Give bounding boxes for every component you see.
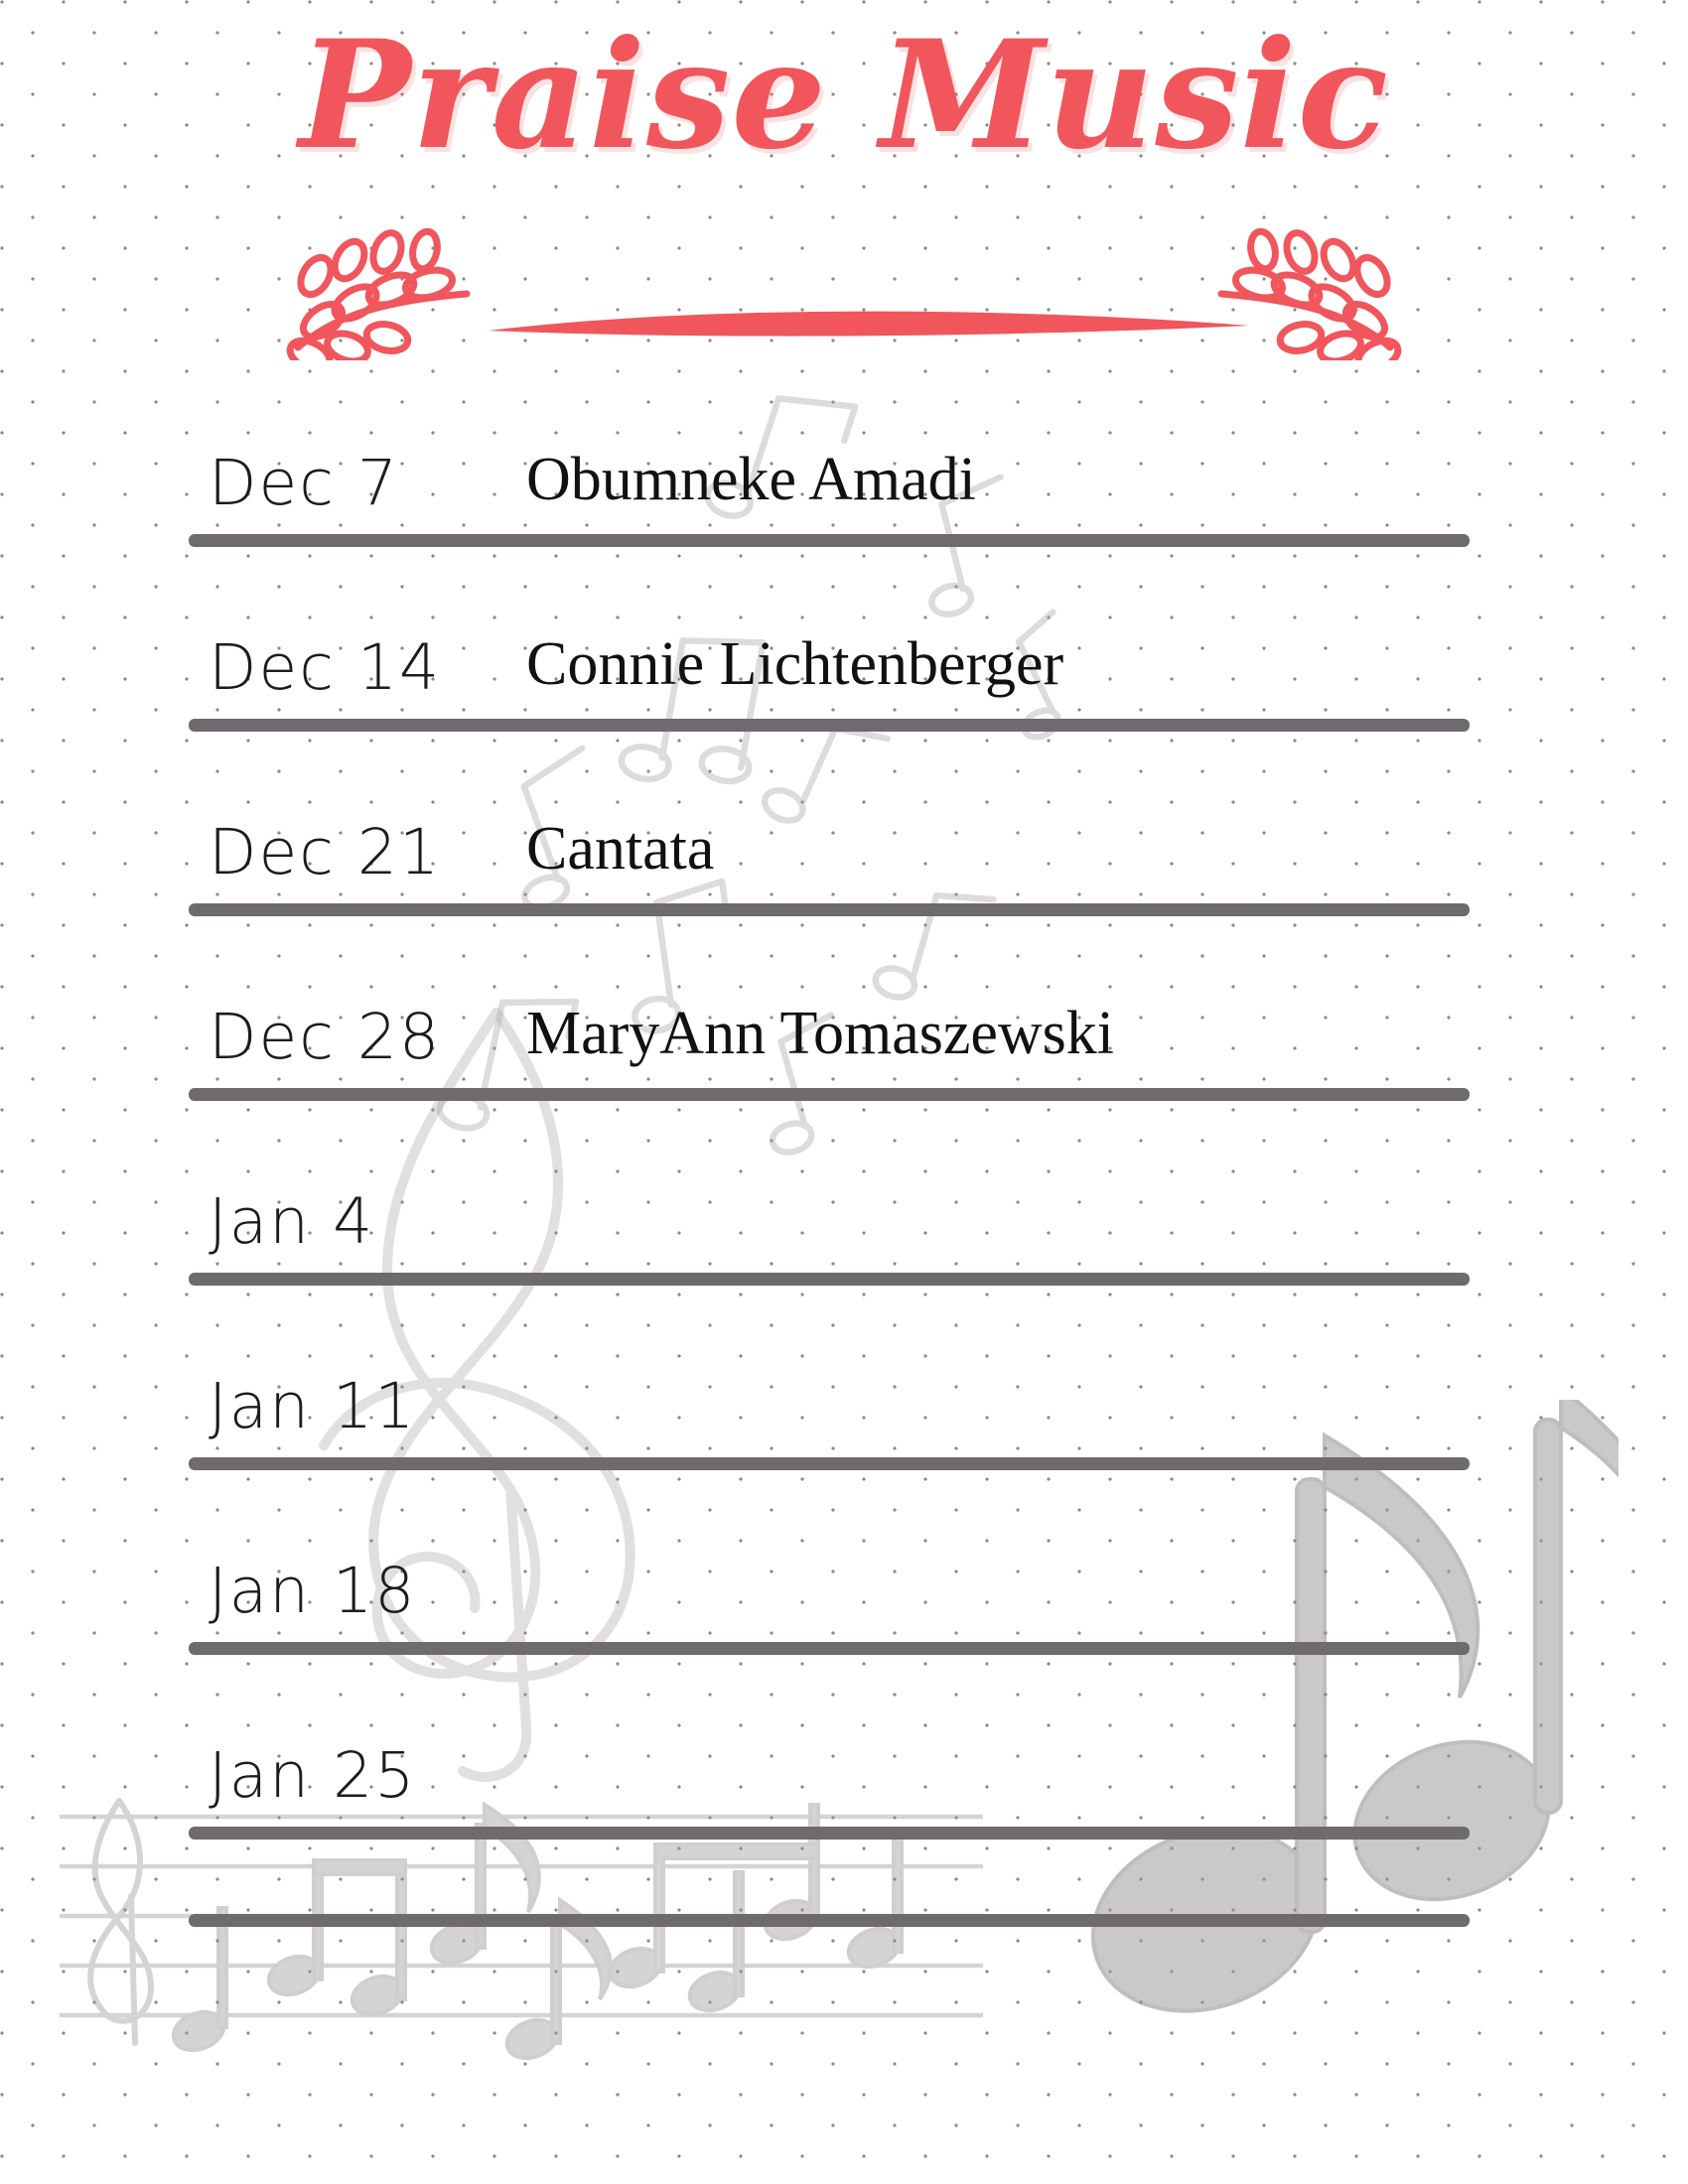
page-title: Praise Music bbox=[299, 8, 1389, 183]
laurel-leaf-left-icon bbox=[285, 229, 467, 360]
schedule-date: Dec 7 bbox=[209, 447, 400, 519]
title-block bbox=[0, 8, 1688, 183]
schedule-name: Obumneke Amadi bbox=[526, 446, 976, 513]
table-row bbox=[189, 1510, 1470, 1695]
schedule-date: Dec 21 bbox=[209, 816, 442, 888]
schedule-rule bbox=[189, 534, 1470, 547]
schedule-date: Jan 18 bbox=[209, 1555, 417, 1627]
table-row bbox=[189, 587, 1470, 771]
schedule-rule bbox=[189, 1827, 1470, 1840]
title-divider bbox=[0, 226, 1688, 360]
bottom-rule bbox=[189, 1914, 1470, 1927]
table-row bbox=[189, 1141, 1470, 1325]
schedule-date: Dec 28 bbox=[209, 1001, 442, 1073]
schedule-list bbox=[189, 402, 1470, 1879]
table-row bbox=[189, 1695, 1470, 1879]
schedule-rule bbox=[189, 1273, 1470, 1286]
table-row bbox=[189, 771, 1470, 956]
schedule-name: MaryAnn Tomaszewski bbox=[526, 1000, 1115, 1067]
schedule-rule bbox=[189, 1642, 1470, 1655]
schedule-name: Connie Lichtenberger bbox=[526, 630, 1064, 698]
schedule-name: Cantata bbox=[526, 815, 715, 883]
schedule-rule bbox=[189, 1088, 1470, 1101]
table-row bbox=[189, 402, 1470, 587]
brush-underline-icon bbox=[489, 312, 1249, 337]
table-row bbox=[189, 956, 1470, 1141]
laurel-leaf-right-icon bbox=[1221, 229, 1403, 360]
schedule-rule bbox=[189, 719, 1470, 732]
schedule-rule bbox=[189, 903, 1470, 916]
table-row bbox=[189, 1325, 1470, 1510]
schedule-rule bbox=[189, 1457, 1470, 1470]
schedule-date: Jan 4 bbox=[209, 1185, 375, 1258]
schedule-date: Dec 14 bbox=[209, 631, 442, 704]
schedule-date: Jan 25 bbox=[209, 1739, 417, 1812]
schedule-date: Jan 11 bbox=[209, 1370, 417, 1442]
